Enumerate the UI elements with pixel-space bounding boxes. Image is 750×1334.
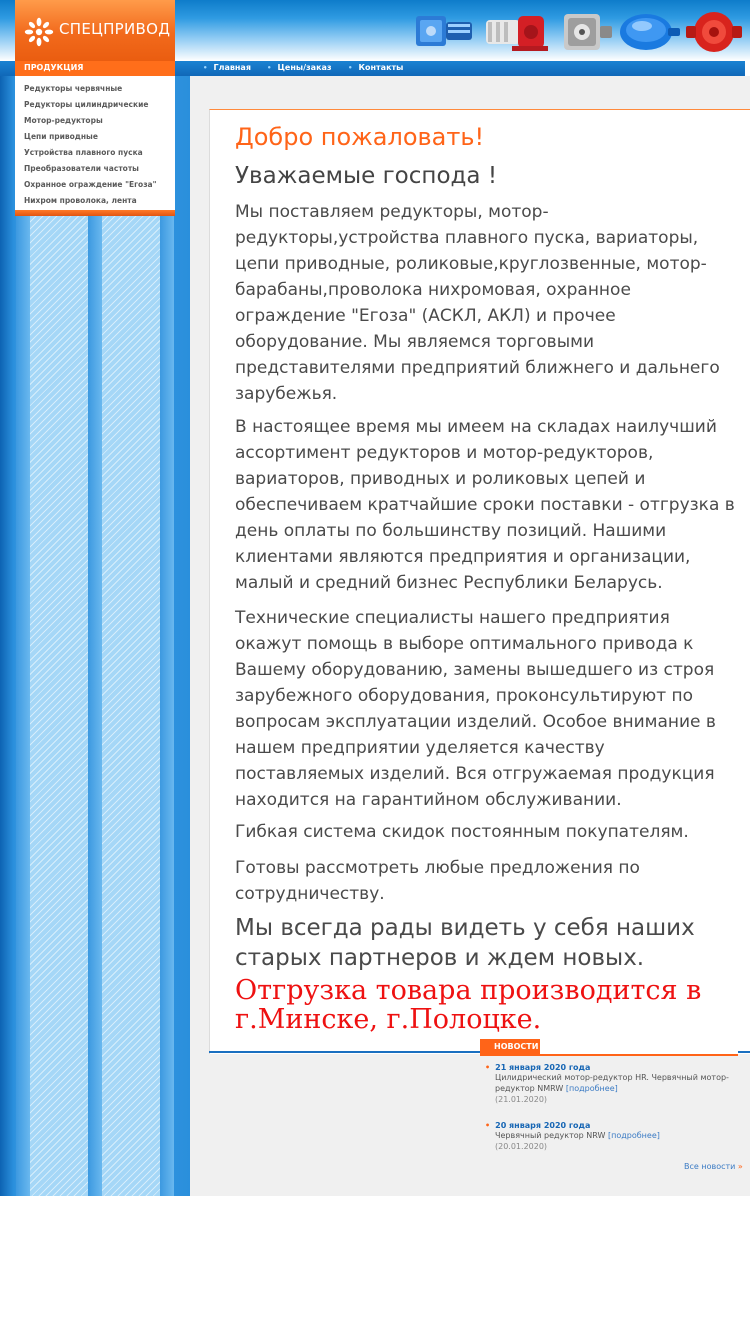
news-more-link[interactable]: [подробнее]	[565, 1084, 618, 1093]
products-category-header	[15, 61, 175, 76]
news-date-link[interactable]: • 21 января 2020 года	[485, 1063, 591, 1072]
news-item	[485, 1063, 735, 1106]
logo-burst-icon	[24, 17, 54, 47]
cooperation-paragraph: Готовы рассмотреть любые предложения по сотрудничеству.	[235, 858, 640, 904]
sidebar-item-nichrome-wire[interactable]: Нихром проволока, лента	[24, 196, 137, 205]
helical-gear-motor-image	[412, 6, 476, 56]
welcome-heading: Добро пожаловать!	[235, 123, 485, 151]
sidebar-item-worm-reducers[interactable]: Редукторы червячные	[24, 84, 123, 93]
stock-paragraph: В настоящее время мы имеем на складах наилучший ассортимент редукторов и мотор-редукторов, вариаторов, приводных и роликовых цепей и обеспечиваем кратчайшие сроки поставки - отгрузка в день оплаты по большинству позиций. Нашими клиентами являются предприятия и организации, малый и средний бизнес Республики Беларусь.	[235, 417, 735, 593]
sidebar-menu	[15, 76, 175, 214]
news-title: НОВОСТИ	[494, 1042, 539, 1051]
news-date-link[interactable]: • 20 января 2020 года	[485, 1121, 591, 1130]
sidebar-item-cylindrical-reducers[interactable]: Редукторы цилиндрические	[24, 100, 149, 109]
greeting-heading: Уважаемые господа !	[235, 163, 498, 189]
news-text: Червячный редуктор NRW [подробнее]	[495, 1131, 660, 1140]
red-gear-motor-image	[482, 6, 552, 56]
decor-strip	[30, 200, 88, 1196]
specialists-paragraph: Технические специалисты нашего предприятия окажут помощь в выборе оптимального привода к Вашему оборудованию, замены вышедшего из строя зарубежного оборудования, проконсультируют по вопросам эксплуатации изделий. Особое внимание в нашем предприятии уделяется качеству поставляемых изделий. Вся отгружаемая продукция находится на гарантийном обслуживании.	[235, 608, 716, 810]
worm-gearbox-image	[556, 6, 614, 58]
sidebar-item-motor-reducers[interactable]: Мотор-редукторы	[24, 116, 103, 125]
news-text: Цилидрический мотор-редуктор HR. Червячный мотор-редуктор NMRW [подробнее]	[495, 1073, 729, 1093]
news-bullet-icon: •	[485, 1121, 491, 1130]
partners-message: Мы всегда рады видеть у себя наших старых партнеров и ждем новых.	[235, 915, 695, 971]
top-nav-bar	[0, 61, 745, 76]
nav-bullet-icon: •	[203, 64, 208, 72]
intro-paragraph: Мы поставляем редукторы, мотор-редукторы,устройства плавного пуска, вариаторы, цепи приводные, роликовые,круглозвенные, мотор-барабаны,проволока нихромовая, охранное ограждение "Егоза" (АСКЛ, АКЛ) и прочее оборудование. Мы являемся торговыми представителями предприятий ближнего и дальнего зарубежья.	[235, 202, 720, 404]
red-worm-gearbox-image	[682, 6, 744, 58]
site-logo[interactable]	[15, 0, 175, 61]
sidebar-item-egoza-fence[interactable]: Охранное ограждение "Егоза"	[24, 180, 157, 189]
arrow-right-icon: »	[737, 1162, 743, 1171]
all-news-link[interactable]: Все новости »	[684, 1162, 743, 1171]
decor-strip-edge	[16, 200, 30, 1196]
decor-strip	[102, 200, 160, 1196]
products-category-label: ПРОДУКЦИЯ	[24, 63, 84, 72]
logo-text: СПЕЦПРИВОД	[59, 20, 171, 38]
nav-link-prices[interactable]: • Цены/заказ	[267, 63, 332, 72]
site-header	[0, 0, 750, 61]
discounts-paragraph: Гибкая система скидок постоянным покупателям.	[235, 822, 689, 842]
sidebar-item-soft-starters[interactable]: Устройства плавного пуска	[24, 148, 143, 157]
sidebar-item-drive-chains[interactable]: Цепи приводные	[24, 132, 98, 141]
news-item	[485, 1121, 735, 1153]
decor-strip-edge	[160, 200, 174, 1196]
sidebar-item-frequency-converters[interactable]: Преобразователи частоты	[24, 164, 139, 173]
nav-bullet-icon: •	[348, 64, 353, 72]
news-tab	[480, 1039, 540, 1056]
nav-link-contacts[interactable]: • Контакты	[348, 63, 404, 72]
nav-bullet-icon: •	[267, 64, 272, 72]
nav-link-home[interactable]: • Главная	[203, 63, 251, 72]
news-header-line	[540, 1039, 738, 1056]
news-header	[480, 1039, 738, 1056]
news-stamp: (20.01.2020)	[495, 1142, 548, 1151]
decor-strip-edge	[88, 200, 102, 1196]
sidebar-menu-footer-bar	[15, 210, 175, 216]
news-bullet-icon: •	[485, 1063, 491, 1072]
blue-gear-reducer-image	[616, 6, 682, 56]
news-stamp: (21.01.2020)	[495, 1095, 548, 1104]
shipping-note: Отгрузка товара производится в г.Минске, г.Полоцке.	[235, 975, 702, 1035]
news-more-link[interactable]: [подробнее]	[607, 1131, 660, 1140]
